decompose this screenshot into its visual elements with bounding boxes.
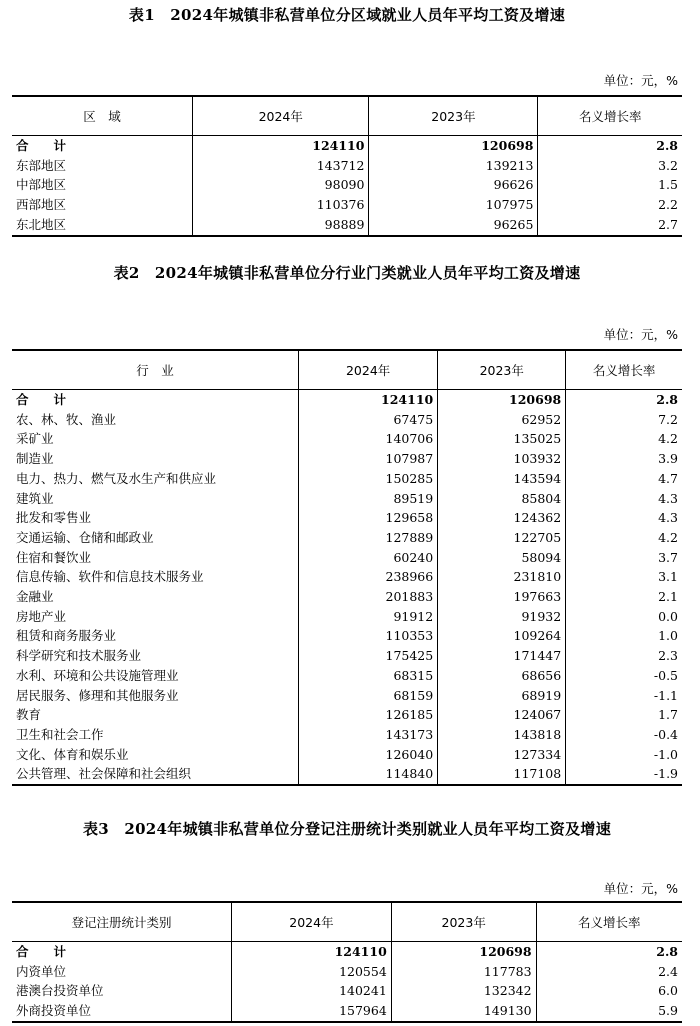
table2-header-row — [12, 350, 682, 390]
name-cell: 科学研究和技术服务业 — [16, 648, 142, 664]
table-row — [12, 449, 682, 469]
table2-title: 表2 2024年城镇非私营单位分行业门类就业人员年平均工资及增速 — [113, 264, 581, 282]
value-2024-cell: 68315 — [299, 666, 438, 686]
name-cell: 西部地区 — [16, 197, 67, 213]
table1-header-row — [12, 96, 682, 136]
table3-header-growth: 名义增长率 — [536, 902, 682, 942]
growth-cell: 4.2 — [566, 528, 682, 548]
value-2024-cell: 98889 — [193, 215, 369, 236]
value-2023-cell: 149130 — [391, 1001, 536, 1022]
name-cell: 东北地区 — [12, 215, 193, 236]
name-cell: 合 计 — [16, 138, 73, 153]
table1 — [12, 95, 682, 237]
value-2023-cell: 122705 — [438, 528, 566, 548]
growth-cell: 4.2 — [566, 429, 682, 449]
table3-body — [12, 942, 682, 1022]
table-row — [12, 705, 682, 725]
value-2023-cell: 120698 — [391, 942, 536, 962]
table2-unit: 单位：元，% — [603, 327, 678, 342]
table1-header-region: 区 域 — [12, 96, 193, 136]
growth-cell: 3.1 — [566, 567, 682, 587]
value-2024-cell: 143712 — [193, 156, 369, 176]
name-cell: 建筑业 — [16, 490, 54, 506]
table3-header-category: 登记注册统计类别 — [12, 902, 232, 942]
table-row — [12, 567, 682, 587]
value-2023-cell: 68919 — [438, 686, 566, 706]
growth-cell: 6.0 — [536, 981, 682, 1001]
growth-cell: 1.0 — [566, 626, 682, 646]
name-cell: 卫生和社会工作 — [16, 726, 104, 742]
growth-cell: 2.4 — [536, 962, 682, 982]
value-2024-cell: 124110 — [193, 136, 369, 156]
value-2024-cell: 140706 — [299, 429, 438, 449]
growth-cell: 2.8 — [536, 942, 682, 962]
value-2023-cell: 96626 — [369, 175, 538, 195]
table-row — [12, 962, 682, 982]
growth-cell: 4.3 — [566, 508, 682, 528]
value-2024-cell: 91912 — [299, 607, 438, 627]
value-2023-cell: 171447 — [438, 646, 566, 666]
growth-cell: -0.4 — [566, 725, 682, 745]
name-cell: 交通运输、仓储和邮政业 — [16, 529, 154, 545]
table3 — [12, 901, 682, 1023]
growth-cell: 2.8 — [566, 390, 682, 410]
value-2024-cell: 67475 — [299, 410, 438, 430]
table3-title: 表3 2024年城镇非私营单位分登记注册统计类别就业人员年平均工资及增速 — [83, 820, 611, 838]
value-2024-cell: 68159 — [299, 686, 438, 706]
table-row — [12, 156, 682, 176]
table3-header-2024: 2024年 — [232, 902, 392, 942]
name-cell: 水利、环境和公共设施管理业 — [16, 667, 179, 683]
growth-cell: 2.8 — [538, 136, 682, 156]
name-cell: 文化、体育和娱乐业 — [16, 746, 129, 762]
value-2024-cell: 126040 — [299, 745, 438, 765]
value-2024-cell: 60240 — [299, 548, 438, 568]
table1-unit: 单位：元，% — [603, 73, 678, 88]
value-2024-cell: 107987 — [299, 449, 438, 469]
growth-cell: 7.2 — [566, 410, 682, 430]
table2 — [12, 349, 682, 786]
growth-cell: 5.9 — [536, 1001, 682, 1022]
growth-cell: 1.7 — [566, 705, 682, 725]
table-row — [12, 725, 682, 745]
table-row — [12, 607, 682, 627]
name-cell: 信息传输、软件和信息技术服务业 — [16, 569, 204, 585]
growth-cell: 3.2 — [538, 156, 682, 176]
value-2023-cell: 127334 — [438, 745, 566, 765]
value-2023-cell: 107975 — [369, 195, 538, 215]
table-row — [12, 1001, 682, 1022]
value-2024-cell: 110376 — [193, 195, 369, 215]
growth-cell: 2.7 — [538, 215, 682, 236]
value-2024-cell: 114840 — [299, 764, 438, 785]
name-cell: 东部地区 — [16, 157, 67, 173]
value-2023-cell: 124067 — [438, 705, 566, 725]
value-2023-cell: 109264 — [438, 626, 566, 646]
table-row — [12, 469, 682, 489]
value-2023-cell: 85804 — [438, 489, 566, 509]
growth-cell: 2.1 — [566, 587, 682, 607]
growth-cell: 2.2 — [538, 195, 682, 215]
name-cell: 内资单位 — [16, 963, 67, 979]
growth-cell: -1.9 — [566, 764, 682, 785]
total-row — [12, 390, 682, 410]
table3-header-row — [12, 902, 682, 942]
table3-header-2023: 2023年 — [391, 902, 536, 942]
growth-cell: 4.7 — [566, 469, 682, 489]
table-row — [12, 429, 682, 449]
total-row — [12, 942, 682, 962]
table2-header-2024: 2024年 — [299, 350, 438, 390]
value-2024-cell: 175425 — [299, 646, 438, 666]
value-2023-cell: 143594 — [438, 469, 566, 489]
value-2024-cell: 110353 — [299, 626, 438, 646]
name-cell: 租赁和商务服务业 — [16, 628, 117, 644]
table-row — [12, 195, 682, 215]
table-row — [12, 981, 682, 1001]
name-cell: 公共管理、社会保障和社会组织 — [12, 764, 299, 785]
value-2024-cell: 129658 — [299, 508, 438, 528]
table-row — [12, 587, 682, 607]
name-cell: 外商投资单位 — [12, 1001, 232, 1022]
value-2023-cell: 197663 — [438, 587, 566, 607]
table-row — [12, 745, 682, 765]
table2-section — [12, 262, 682, 786]
table-row — [12, 548, 682, 568]
table-row — [12, 410, 682, 430]
growth-cell: 2.3 — [566, 646, 682, 666]
table1-section — [12, 4, 682, 237]
table-row — [12, 528, 682, 548]
value-2023-cell: 132342 — [391, 981, 536, 1001]
value-2023-cell: 120698 — [369, 136, 538, 156]
growth-cell: -1.1 — [566, 686, 682, 706]
value-2023-cell: 231810 — [438, 567, 566, 587]
value-2023-cell: 135025 — [438, 429, 566, 449]
table1-header-2024: 2024年 — [193, 96, 369, 136]
value-2024-cell: 98090 — [193, 175, 369, 195]
name-cell: 住宿和餐饮业 — [16, 549, 92, 565]
name-cell: 港澳台投资单位 — [16, 983, 104, 999]
value-2024-cell: 120554 — [232, 962, 392, 982]
table1-body — [12, 136, 682, 236]
table1-header-2023: 2023年 — [369, 96, 538, 136]
table-row — [12, 666, 682, 686]
name-cell: 教育 — [16, 707, 42, 723]
value-2024-cell: 143173 — [299, 725, 438, 745]
growth-cell: 4.3 — [566, 489, 682, 509]
name-cell: 中部地区 — [16, 177, 67, 193]
value-2024-cell: 124110 — [299, 390, 438, 410]
value-2024-cell: 157964 — [232, 1001, 392, 1022]
name-cell: 采矿业 — [16, 431, 54, 447]
value-2024-cell: 238966 — [299, 567, 438, 587]
name-cell: 居民服务、修理和其他服务业 — [16, 687, 179, 703]
name-cell: 合 计 — [16, 392, 73, 407]
table-row — [12, 626, 682, 646]
value-2024-cell: 150285 — [299, 469, 438, 489]
value-2023-cell: 124362 — [438, 508, 566, 528]
value-2024-cell: 127889 — [299, 528, 438, 548]
table2-header-2023: 2023年 — [438, 350, 566, 390]
growth-cell: 1.5 — [538, 175, 682, 195]
value-2023-cell: 58094 — [438, 548, 566, 568]
value-2023-cell: 120698 — [438, 390, 566, 410]
table-row — [12, 215, 682, 236]
growth-cell: 3.7 — [566, 548, 682, 568]
table2-body — [12, 390, 682, 786]
table1-header-growth: 名义增长率 — [538, 96, 682, 136]
growth-cell: -0.5 — [566, 666, 682, 686]
value-2023-cell: 139213 — [369, 156, 538, 176]
growth-cell: -1.0 — [566, 745, 682, 765]
value-2023-cell: 62952 — [438, 410, 566, 430]
value-2023-cell: 68656 — [438, 666, 566, 686]
table-row — [12, 175, 682, 195]
name-cell: 房地产业 — [16, 608, 67, 624]
table-row — [12, 764, 682, 785]
name-cell: 农、林、牧、渔业 — [16, 411, 117, 427]
name-cell: 电力、热力、燃气及水生产和供应业 — [16, 470, 217, 486]
table-row — [12, 508, 682, 528]
value-2023-cell: 117108 — [438, 764, 566, 785]
total-row — [12, 136, 682, 156]
value-2023-cell: 96265 — [369, 215, 538, 236]
name-cell: 金融业 — [16, 589, 54, 605]
value-2023-cell: 91932 — [438, 607, 566, 627]
table3-section — [12, 818, 682, 1023]
table-row — [12, 646, 682, 666]
growth-cell: 0.0 — [566, 607, 682, 627]
table2-header-growth: 名义增长率 — [566, 350, 682, 390]
value-2024-cell: 124110 — [232, 942, 392, 962]
name-cell: 制造业 — [16, 451, 54, 467]
value-2024-cell: 201883 — [299, 587, 438, 607]
table-row — [12, 489, 682, 509]
value-2024-cell: 140241 — [232, 981, 392, 1001]
value-2023-cell: 103932 — [438, 449, 566, 469]
value-2023-cell: 143818 — [438, 725, 566, 745]
growth-cell: 3.9 — [566, 449, 682, 469]
name-cell: 合 计 — [16, 944, 73, 959]
value-2024-cell: 89519 — [299, 489, 438, 509]
name-cell: 批发和零售业 — [16, 510, 92, 526]
table3-unit: 单位：元，% — [603, 881, 678, 896]
value-2024-cell: 126185 — [299, 705, 438, 725]
table1-title: 表1 2024年城镇非私营单位分区域就业人员年平均工资及增速 — [128, 6, 566, 24]
table2-header-industry: 行 业 — [12, 350, 299, 390]
value-2023-cell: 117783 — [391, 962, 536, 982]
table-row — [12, 686, 682, 706]
